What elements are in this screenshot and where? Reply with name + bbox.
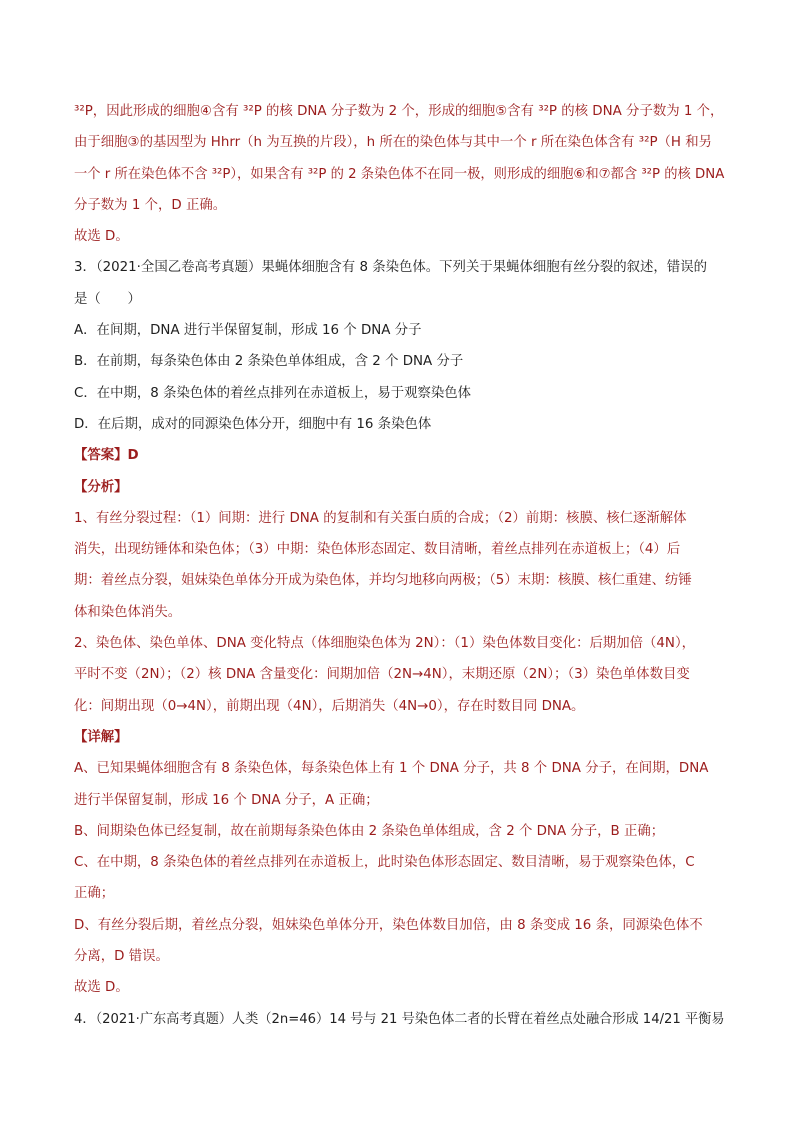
text-line: 一个 r 所在染色体不含 ³²P），如果含有 ³²P 的 2 条染色体不在同一极，则形成的细胞⑥和⑦都含 ³²P 的核 DNA [74, 166, 725, 182]
text-line: D．在后期，成对的同源染色体分开，细胞中有 16 条染色体 [74, 416, 432, 432]
paragraph-a1 [74, 503, 724, 628]
paragraph-fx [74, 472, 724, 503]
text-line: 【答案】D [74, 448, 139, 464]
paragraph-optB [74, 346, 724, 377]
text-line: C、在中期，8 条染色体的着丝点排列在赤道板上，此时染色体形态固定、数目清晰，易于观察染色体，C [74, 855, 695, 871]
text-line: A、已知果蝇体细胞含有 8 条染色体，每条染色体上有 1 个 DNA 分子，共 8 个 DNA 分子，在间期，DNA [74, 761, 709, 777]
paragraph-q3 [74, 252, 724, 315]
paragraph-optC [74, 378, 724, 409]
text-line: 由于细胞③的基因型为 Hhrr（h 为互换的片段），h 所在的染色体与其中一个 r 所在染色体含有 ³²P（H 和另 [74, 135, 713, 151]
document-body [74, 96, 724, 1035]
text-line: 2、染色体、染色单体、DNA 变化特点（体细胞染色体为 2N）：（1）染色体数目变化：后期加倍（4N）， [74, 636, 696, 652]
paragraph-p2 [74, 221, 724, 252]
text-line: B．在前期，每条染色体由 2 条染色单体组成，含 2 个 DNA 分子 [74, 354, 464, 370]
paragraph-dD [74, 910, 724, 973]
text-line: 进行半保留复制，形成 16 个 DNA 分子，A 正确； [74, 792, 379, 808]
paragraph-a2 [74, 628, 724, 722]
text-line: 3．（2021·全国乙卷高考真题）果蝇体细胞含有 8 条染色体。下列关于果蝇体细胞有丝分裂的叙述，错误的 [74, 260, 707, 276]
paragraph-dA [74, 753, 724, 816]
paragraph-dC [74, 847, 724, 910]
paragraph-xj [74, 722, 724, 753]
text-line: 期：着丝点分裂，姐妹染色单体分开成为染色体，并均匀地移向两极；（5）末期：核膜、核仁重建、纺锤 [74, 573, 692, 589]
text-line: 消失，出现纺锤体和染色体；（3）中期：染色体形态固定、数目清晰，着丝点排列在赤道板上；（4）后 [74, 542, 681, 558]
text-line: 分子数为 1 个，D 正确。 [74, 197, 227, 213]
text-line: 1、有丝分裂过程：（1）间期：进行 DNA 的复制和有关蛋白质的合成；（2）前期：核膜、核仁逐渐解体 [74, 510, 687, 526]
text-line: 体和染色体消失。 [74, 604, 182, 620]
text-line: C．在中期，8 条染色体的着丝点排列在赤道板上，易于观察染色体 [74, 385, 472, 401]
text-line: ³²P，因此形成的细胞④含有 ³²P 的核 DNA 分子数为 2 个，形成的细胞⑤含有 ³²P 的核 DNA 分子数为 1 个， [74, 104, 724, 119]
paragraph-optD [74, 409, 724, 440]
text-line: 平时不变（2N）；（2）核 DNA 含量变化：间期加倍（2N→4N），末期还原（2N）；（3）染色单体数目变 [74, 667, 690, 683]
text-line: 正确； [74, 886, 115, 902]
paragraph-optA [74, 315, 724, 346]
paragraph-ans [74, 440, 724, 471]
text-line: 是（ ） [74, 291, 141, 307]
paragraph-p3 [74, 972, 724, 1003]
paragraph-p1 [74, 96, 724, 221]
text-line: 4．（2021·广东高考真题）人类（2n=46）14 号与 21 号染色体二者的长臂在着丝点处融合形成 14/21 平衡易 [74, 1011, 725, 1027]
text-line: 【详解】 [74, 729, 128, 745]
text-line: 【分析】 [74, 479, 128, 495]
text-line: B、间期染色体已经复制，故在前期每条染色体由 2 条染色单体组成，含 2 个 DNA 分子，B 正确； [74, 823, 665, 839]
paragraph-dB [74, 816, 724, 847]
text-line: A．在间期，DNA 进行半保留复制，形成 16 个 DNA 分子 [74, 323, 422, 339]
text-line: 分离，D 错误。 [74, 949, 169, 965]
text-line: 故选 D。 [74, 980, 129, 996]
paragraph-q4 [74, 1004, 724, 1035]
text-line: 故选 D。 [74, 229, 129, 245]
text-line: 化：间期出现（0→4N），前期出现（4N），后期消失（4N→0），存在时数目同 DNA。 [74, 698, 585, 714]
text-line: D、有丝分裂后期，着丝点分裂，姐妹染色单体分开，染色体数目加倍，由 8 条变成 16 条，同源染色体不 [74, 917, 703, 933]
